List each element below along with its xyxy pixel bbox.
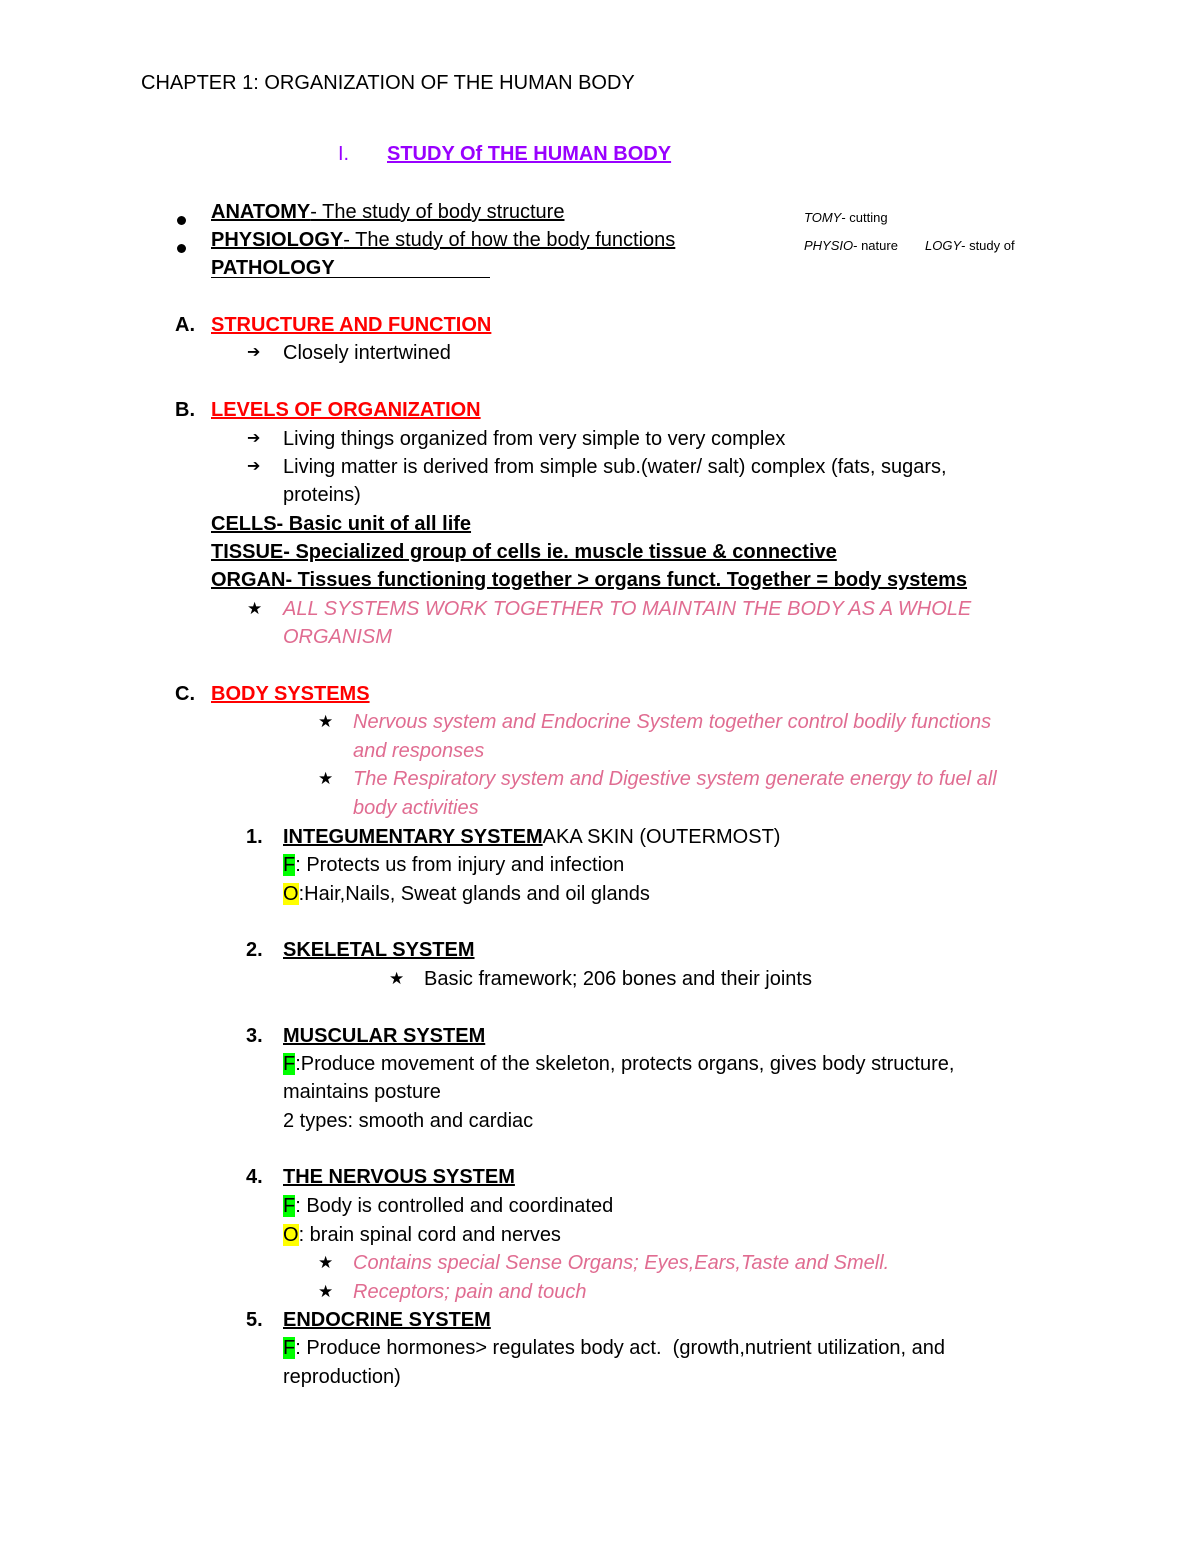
function-tag: F: [283, 854, 296, 876]
organs-tag: O: [283, 883, 299, 905]
organs-line: [283, 882, 650, 906]
system-name: MUSCULAR SYSTEM: [283, 1025, 486, 1047]
function-text-cont: reproduction): [283, 1366, 401, 1388]
organs-line: [283, 1223, 561, 1247]
function-line: [283, 1052, 954, 1076]
section-c-note: The Respiratory system and Digestive system generate energy to fuel all: [353, 768, 997, 790]
pathology-underline: [211, 277, 490, 278]
bullet-icon: [177, 235, 186, 259]
function-line: [283, 1336, 945, 1360]
arrow-icon: ➔: [247, 458, 261, 475]
nervous-note: Contains special Sense Organs; Eyes,Ears,Taste and Smell.: [353, 1252, 890, 1274]
system-number: 5.: [246, 1309, 263, 1331]
function-text: : Protects us from injury and infection: [295, 854, 625, 876]
section-b-letter: B.: [175, 399, 195, 421]
system-number: 3.: [246, 1025, 263, 1047]
section-c-note-cont: and responses: [353, 740, 485, 762]
function-line: [283, 1194, 613, 1218]
system-name: SKELETAL SYSTEM: [283, 939, 475, 961]
level-cells: CELLS- Basic unit of all life: [211, 513, 472, 535]
system-name: ENDOCRINE SYSTEM: [283, 1309, 491, 1331]
logy-def: - study of: [961, 238, 1015, 253]
function-tag: F: [283, 1195, 296, 1217]
system-name: INTEGUMENTARY SYSTEM: [283, 826, 543, 848]
arrow-icon: ➔: [247, 344, 261, 361]
skeletal-note: Basic framework; 206 bones and their joints: [424, 968, 812, 990]
system-number: 4.: [246, 1166, 263, 1188]
integumentary-heading: [283, 825, 780, 849]
level-tissue: TISSUE- Specialized group of cells ie. muscle tissue & connective: [211, 541, 837, 563]
section-b-star-note: ALL SYSTEMS WORK TOGETHER TO MAINTAIN THE BODY AS A WHOLE: [283, 598, 972, 620]
tomy-term: TOMY: [804, 210, 842, 225]
function-tag: F: [283, 1337, 296, 1359]
function-line: [283, 853, 624, 877]
section-b-point: Living things organized from very simple to very complex: [283, 428, 786, 450]
bullet-icon: [177, 207, 186, 231]
star-icon: ★: [247, 599, 263, 618]
physiology-def: - The study of how the body functions: [343, 229, 676, 251]
system-name: THE NERVOUS SYSTEM: [283, 1166, 515, 1188]
section-numeral: I.: [338, 143, 350, 165]
section-c-note: Nervous system and Endocrine System together control bodily functions: [353, 711, 992, 733]
organs-text: :Hair,Nails, Sweat glands and oil glands: [298, 883, 650, 905]
function-text: : Body is controlled and coordinated: [295, 1195, 614, 1217]
organs-text: : brain spinal cord and nerves: [298, 1224, 561, 1246]
anatomy-definition: [211, 200, 564, 224]
anatomy-term: ANATOMY: [211, 201, 311, 223]
organs-tag: O: [283, 1224, 299, 1246]
section-b-title: LEVELS OF ORGANIZATION: [211, 399, 481, 421]
logy-term: LOGY: [925, 238, 962, 253]
star-icon: ★: [318, 769, 334, 788]
function-text: :Produce movement of the skeleton, protects organs, gives body structure,: [295, 1053, 955, 1075]
chapter-title: CHAPTER 1: ORGANIZATION OF THE HUMAN BODY: [141, 72, 635, 94]
star-icon: ★: [318, 1282, 334, 1301]
physiology-definition: [211, 228, 675, 252]
nervous-note: Receptors; pain and touch: [353, 1281, 587, 1303]
section-a-title: STRUCTURE AND FUNCTION: [211, 314, 492, 336]
function-tag: F: [283, 1053, 296, 1075]
arrow-icon: ➔: [247, 430, 261, 447]
section-c-title: BODY SYSTEMS: [211, 683, 370, 705]
function-text: : Produce hormones> regulates body act. (growth,nutrient utilization, and: [295, 1337, 946, 1359]
section-title: STUDY Of THE HUMAN BODY: [387, 143, 672, 165]
section-b-star-note-cont: ORGANISM: [283, 626, 392, 648]
star-icon: ★: [318, 712, 334, 731]
physio-note: [804, 234, 898, 258]
section-b-point: Living matter is derived from simple sub.(water/ salt) complex (fats, sugars,: [283, 456, 947, 478]
system-aka: AKA SKIN (OUTERMOST): [542, 826, 781, 848]
tomy-note: [804, 206, 888, 230]
pathology-term: PATHOLOGY: [211, 257, 335, 279]
anatomy-def: - The study of body structure: [310, 201, 565, 223]
section-c-letter: C.: [175, 683, 195, 705]
star-icon: ★: [389, 969, 405, 988]
level-organ: ORGAN- Tissues functioning together > organs funct. Together = body systems: [211, 569, 968, 591]
logy-note: [925, 234, 1015, 258]
tomy-def: - cutting: [841, 210, 888, 225]
section-c-note-cont: body activities: [353, 797, 479, 819]
physio-term: PHYSIO: [804, 238, 854, 253]
section-a-point: Closely intertwined: [283, 342, 451, 364]
physiology-term: PHYSIOLOGY: [211, 229, 344, 251]
star-icon: ★: [318, 1253, 334, 1272]
function-text-cont: maintains posture: [283, 1081, 441, 1103]
section-a-letter: A.: [175, 314, 195, 336]
physio-def: - nature: [853, 238, 898, 253]
muscle-types: 2 types: smooth and cardiac: [283, 1110, 534, 1132]
system-number: 1.: [246, 826, 263, 848]
section-b-point-cont: proteins): [283, 484, 361, 506]
system-number: 2.: [246, 939, 263, 961]
